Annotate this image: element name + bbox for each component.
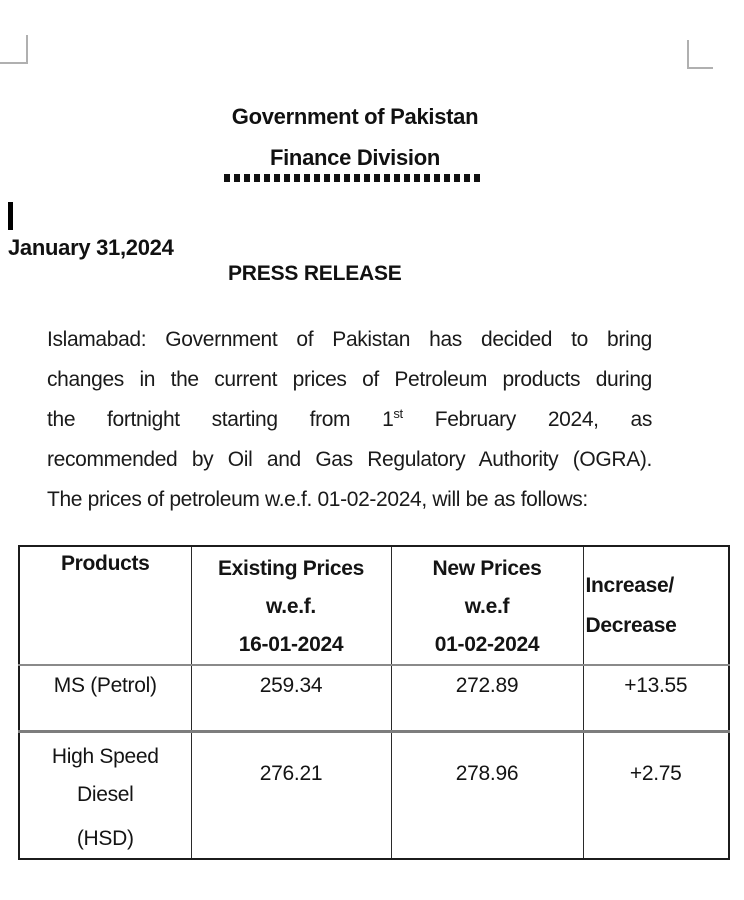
header-existing-line-1: Existing Prices: [217, 557, 365, 580]
cell-change-hsd: +2.75: [583, 731, 729, 859]
cursor-mark: [8, 202, 13, 230]
cell-change-petrol: +13.55: [583, 665, 729, 731]
header-existing-line-2: w.e.f.: [266, 595, 316, 618]
price-table: [18, 545, 730, 860]
body-paragraph: [47, 320, 652, 520]
body-line-3-post: February 2024, as: [402, 408, 652, 431]
body-line-2: changes in the current prices of Petroleum products during: [47, 368, 652, 391]
cell-new-petrol: 272.89: [391, 665, 583, 731]
press-release-heading: PRESS RELEASE: [228, 262, 402, 285]
body-line-1: Islamabad: Government of Pakistan has decided to bring: [47, 328, 652, 351]
cell-new-hsd: 278.96: [391, 731, 583, 859]
hsd-line-2: Diesel: [76, 782, 134, 806]
body-line-3-pre: the fortnight starting from 1: [47, 408, 394, 431]
release-date: January 31,2024: [8, 235, 174, 260]
hsd-line-3: (HSD): [76, 826, 134, 850]
header-increase-decrease: [583, 546, 729, 665]
header-new-line-3: 01-02-2024: [434, 633, 540, 656]
body-line-4: recommended by Oil and Gas Regulatory Authority (OGRA).: [47, 448, 652, 471]
header-existing-line-3: 16-01-2024: [238, 633, 344, 656]
header-new-line-2: w.e.f: [464, 595, 510, 618]
table-row-hsd: [19, 731, 729, 859]
cell-product-hsd: [19, 731, 191, 859]
body-line-5: The prices of petroleum w.e.f. 01-02-2024, will be as follows:: [47, 488, 588, 511]
page-corner-mark-top-left: [0, 35, 28, 64]
header-new-line-1: New Prices: [432, 557, 542, 580]
header-products: Products: [19, 546, 191, 665]
ordinal-superscript: st: [393, 406, 403, 421]
dotted-divider: [224, 174, 480, 182]
table-row-petrol: [19, 665, 729, 731]
cell-product-petrol: MS (Petrol): [19, 665, 191, 731]
header-change-line-1: Increase/: [585, 573, 674, 597]
cell-existing-petrol: 259.34: [191, 665, 391, 731]
header-change-line-2: Decrease: [585, 613, 677, 637]
header-new-prices: [391, 546, 583, 665]
body-line-3: [47, 400, 652, 440]
title-block: [0, 96, 710, 178]
table-header-row: [19, 546, 729, 665]
org-title: Government of Pakistan: [231, 104, 479, 129]
cell-existing-hsd: 276.21: [191, 731, 391, 859]
page-corner-mark-top-right: [687, 40, 713, 69]
hsd-line-1: High Speed: [51, 744, 159, 768]
division-title: Finance Division: [269, 145, 441, 170]
header-existing-prices: [191, 546, 391, 665]
